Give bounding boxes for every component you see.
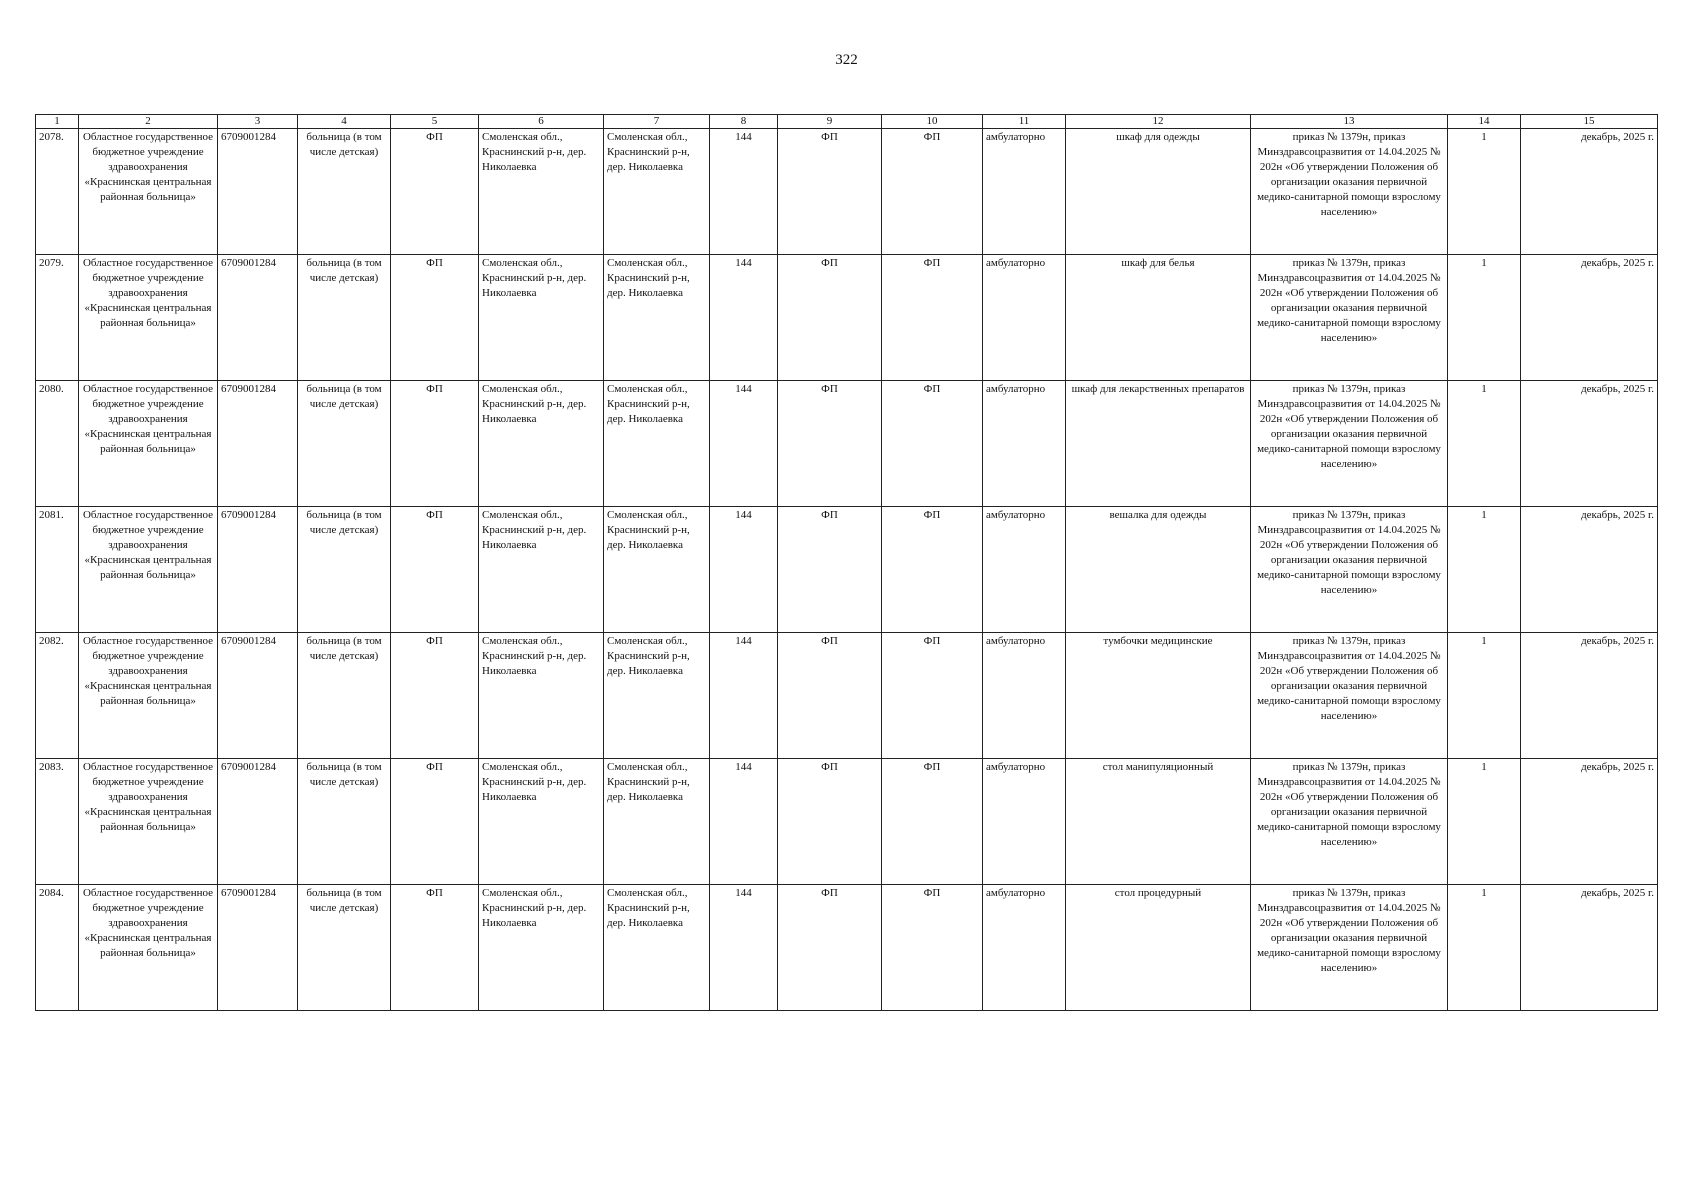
organization-name: Областное государственное бюджетное учреждение здравоохранения «Краснинская центральная районная больница» (79, 507, 218, 633)
row-number: 2078. (36, 129, 79, 255)
equipment-item: шкаф для белья (1066, 255, 1251, 381)
column-header: 5 (391, 115, 479, 129)
unit-column-10: ФП (882, 759, 983, 885)
address-legal: Смоленская обл., Краснинский р-н, дер. Николаевка (479, 381, 604, 507)
table-row (36, 507, 1658, 633)
unit-type: ФП (391, 507, 479, 633)
column-header: 1 (36, 115, 79, 129)
facility-type: больница (в том числе детская) (298, 759, 391, 885)
delivery-date: декабрь, 2025 г. (1521, 885, 1658, 1011)
legal-basis: приказ № 1379н, приказ Минздравсоцразвития от 14.04.2025 № 202н «Об утверждении Положения об организации оказания первичной медико-санитарной помощи взрослому населению» (1251, 507, 1448, 633)
unit-type: ФП (391, 633, 479, 759)
unit-column-9: ФП (778, 759, 882, 885)
delivery-date: декабрь, 2025 г. (1521, 381, 1658, 507)
quantity: 1 (1448, 633, 1521, 759)
organization-name: Областное государственное бюджетное учреждение здравоохранения «Краснинская центральная районная больница» (79, 759, 218, 885)
quantity: 1 (1448, 129, 1521, 255)
table-row (36, 255, 1658, 381)
delivery-date: декабрь, 2025 г. (1521, 255, 1658, 381)
care-condition: амбулаторно (983, 633, 1066, 759)
address-actual: Смоленская обл., Краснинский р-н, дер. Николаевка (604, 507, 710, 633)
column-header: 3 (218, 115, 298, 129)
column-header: 12 (1066, 115, 1251, 129)
facility-type: больница (в том числе детская) (298, 129, 391, 255)
row-number: 2084. (36, 885, 79, 1011)
address-legal: Смоленская обл., Краснинский р-н, дер. Николаевка (479, 633, 604, 759)
unit-column-9: ФП (778, 885, 882, 1011)
facility-type: больница (в том числе детская) (298, 255, 391, 381)
quantity: 1 (1448, 381, 1521, 507)
address-actual: Смоленская обл., Краснинский р-н, дер. Николаевка (604, 633, 710, 759)
care-condition: амбулаторно (983, 507, 1066, 633)
table-row (36, 129, 1658, 255)
column-header: 9 (778, 115, 882, 129)
equipment-item: шкаф для одежды (1066, 129, 1251, 255)
row-number: 2082. (36, 633, 79, 759)
row-number: 2083. (36, 759, 79, 885)
inn: 6709001284 (218, 759, 298, 885)
inn: 6709001284 (218, 255, 298, 381)
address-actual: Смоленская обл., Краснинский р-н, дер. Николаевка (604, 255, 710, 381)
column-header: 11 (983, 115, 1066, 129)
unit-type: ФП (391, 381, 479, 507)
unit-column-9: ФП (778, 381, 882, 507)
unit-column-10: ФП (882, 885, 983, 1011)
table-row (36, 381, 1658, 507)
column-header: 10 (882, 115, 983, 129)
delivery-date: декабрь, 2025 г. (1521, 633, 1658, 759)
inn: 6709001284 (218, 507, 298, 633)
code: 144 (710, 255, 778, 381)
column-header: 2 (79, 115, 218, 129)
address-legal: Смоленская обл., Краснинский р-н, дер. Николаевка (479, 885, 604, 1011)
address-actual: Смоленская обл., Краснинский р-н, дер. Николаевка (604, 129, 710, 255)
legal-basis: приказ № 1379н, приказ Минздравсоцразвития от 14.04.2025 № 202н «Об утверждении Положения об организации оказания первичной медико-санитарной помощи взрослому населению» (1251, 255, 1448, 381)
code: 144 (710, 129, 778, 255)
organization-name: Областное государственное бюджетное учреждение здравоохранения «Краснинская центральная районная больница» (79, 129, 218, 255)
facility-type: больница (в том числе детская) (298, 885, 391, 1011)
column-header: 15 (1521, 115, 1658, 129)
address-legal: Смоленская обл., Краснинский р-н, дер. Николаевка (479, 759, 604, 885)
care-condition: амбулаторно (983, 129, 1066, 255)
column-header: 8 (710, 115, 778, 129)
unit-column-9: ФП (778, 633, 882, 759)
code: 144 (710, 507, 778, 633)
table-row (36, 885, 1658, 1011)
organization-name: Областное государственное бюджетное учреждение здравоохранения «Краснинская центральная районная больница» (79, 885, 218, 1011)
quantity: 1 (1448, 885, 1521, 1011)
care-condition: амбулаторно (983, 759, 1066, 885)
address-actual: Смоленская обл., Краснинский р-н, дер. Николаевка (604, 759, 710, 885)
unit-column-10: ФП (882, 381, 983, 507)
code: 144 (710, 885, 778, 1011)
organization-name: Областное государственное бюджетное учреждение здравоохранения «Краснинская центральная районная больница» (79, 633, 218, 759)
column-header: 4 (298, 115, 391, 129)
legal-basis: приказ № 1379н, приказ Минздравсоцразвития от 14.04.2025 № 202н «Об утверждении Положения об организации оказания первичной медико-санитарной помощи взрослому населению» (1251, 129, 1448, 255)
column-header: 7 (604, 115, 710, 129)
row-number: 2080. (36, 381, 79, 507)
header-row (36, 115, 1658, 129)
equipment-item: вешалка для одежды (1066, 507, 1251, 633)
inn: 6709001284 (218, 885, 298, 1011)
unit-column-9: ФП (778, 129, 882, 255)
facility-type: больница (в том числе детская) (298, 633, 391, 759)
address-legal: Смоленская обл., Краснинский р-н, дер. Николаевка (479, 507, 604, 633)
care-condition: амбулаторно (983, 255, 1066, 381)
inn: 6709001284 (218, 129, 298, 255)
legal-basis: приказ № 1379н, приказ Минздравсоцразвития от 14.04.2025 № 202н «Об утверждении Положения об организации оказания первичной медико-санитарной помощи взрослому населению» (1251, 633, 1448, 759)
unit-column-10: ФП (882, 633, 983, 759)
code: 144 (710, 759, 778, 885)
unit-type: ФП (391, 255, 479, 381)
page-number: 322 (835, 52, 858, 68)
address-actual: Смоленская обл., Краснинский р-н, дер. Николаевка (604, 381, 710, 507)
address-legal: Смоленская обл., Краснинский р-н, дер. Николаевка (479, 255, 604, 381)
table-row (36, 759, 1658, 885)
code: 144 (710, 633, 778, 759)
organization-name: Областное государственное бюджетное учреждение здравоохранения «Краснинская центральная районная больница» (79, 381, 218, 507)
delivery-date: декабрь, 2025 г. (1521, 129, 1658, 255)
legal-basis: приказ № 1379н, приказ Минздравсоцразвития от 14.04.2025 № 202н «Об утверждении Положения об организации оказания первичной медико-санитарной помощи взрослому населению» (1251, 381, 1448, 507)
legal-basis: приказ № 1379н, приказ Минздравсоцразвития от 14.04.2025 № 202н «Об утверждении Положения об организации оказания первичной медико-санитарной помощи взрослому населению» (1251, 759, 1448, 885)
inn: 6709001284 (218, 381, 298, 507)
address-legal: Смоленская обл., Краснинский р-н, дер. Николаевка (479, 129, 604, 255)
equipment-item: шкаф для лекарственных препаратов (1066, 381, 1251, 507)
care-condition: амбулаторно (983, 381, 1066, 507)
quantity: 1 (1448, 507, 1521, 633)
unit-type: ФП (391, 759, 479, 885)
row-number: 2081. (36, 507, 79, 633)
unit-column-10: ФП (882, 507, 983, 633)
unit-column-10: ФП (882, 255, 983, 381)
unit-type: ФП (391, 129, 479, 255)
organization-name: Областное государственное бюджетное учреждение здравоохранения «Краснинская центральная районная больница» (79, 255, 218, 381)
quantity: 1 (1448, 759, 1521, 885)
equipment-item: стол процедурный (1066, 885, 1251, 1011)
unit-type: ФП (391, 885, 479, 1011)
column-header: 13 (1251, 115, 1448, 129)
legal-basis: приказ № 1379н, приказ Минздравсоцразвития от 14.04.2025 № 202н «Об утверждении Положения об организации оказания первичной медико-санитарной помощи взрослому населению» (1251, 885, 1448, 1011)
equipment-item: стол манипуляционный (1066, 759, 1251, 885)
column-header: 6 (479, 115, 604, 129)
row-number: 2079. (36, 255, 79, 381)
facility-type: больница (в том числе детская) (298, 507, 391, 633)
delivery-date: декабрь, 2025 г. (1521, 759, 1658, 885)
facility-type: больница (в том числе детская) (298, 381, 391, 507)
code: 144 (710, 381, 778, 507)
table-row (36, 633, 1658, 759)
equipment-item: тумбочки медицинские (1066, 633, 1251, 759)
unit-column-10: ФП (882, 129, 983, 255)
unit-column-9: ФП (778, 255, 882, 381)
equipment-table (35, 114, 1658, 1011)
care-condition: амбулаторно (983, 885, 1066, 1011)
unit-column-9: ФП (778, 507, 882, 633)
column-header: 14 (1448, 115, 1521, 129)
address-actual: Смоленская обл., Краснинский р-н, дер. Николаевка (604, 885, 710, 1011)
quantity: 1 (1448, 255, 1521, 381)
inn: 6709001284 (218, 633, 298, 759)
delivery-date: декабрь, 2025 г. (1521, 507, 1658, 633)
